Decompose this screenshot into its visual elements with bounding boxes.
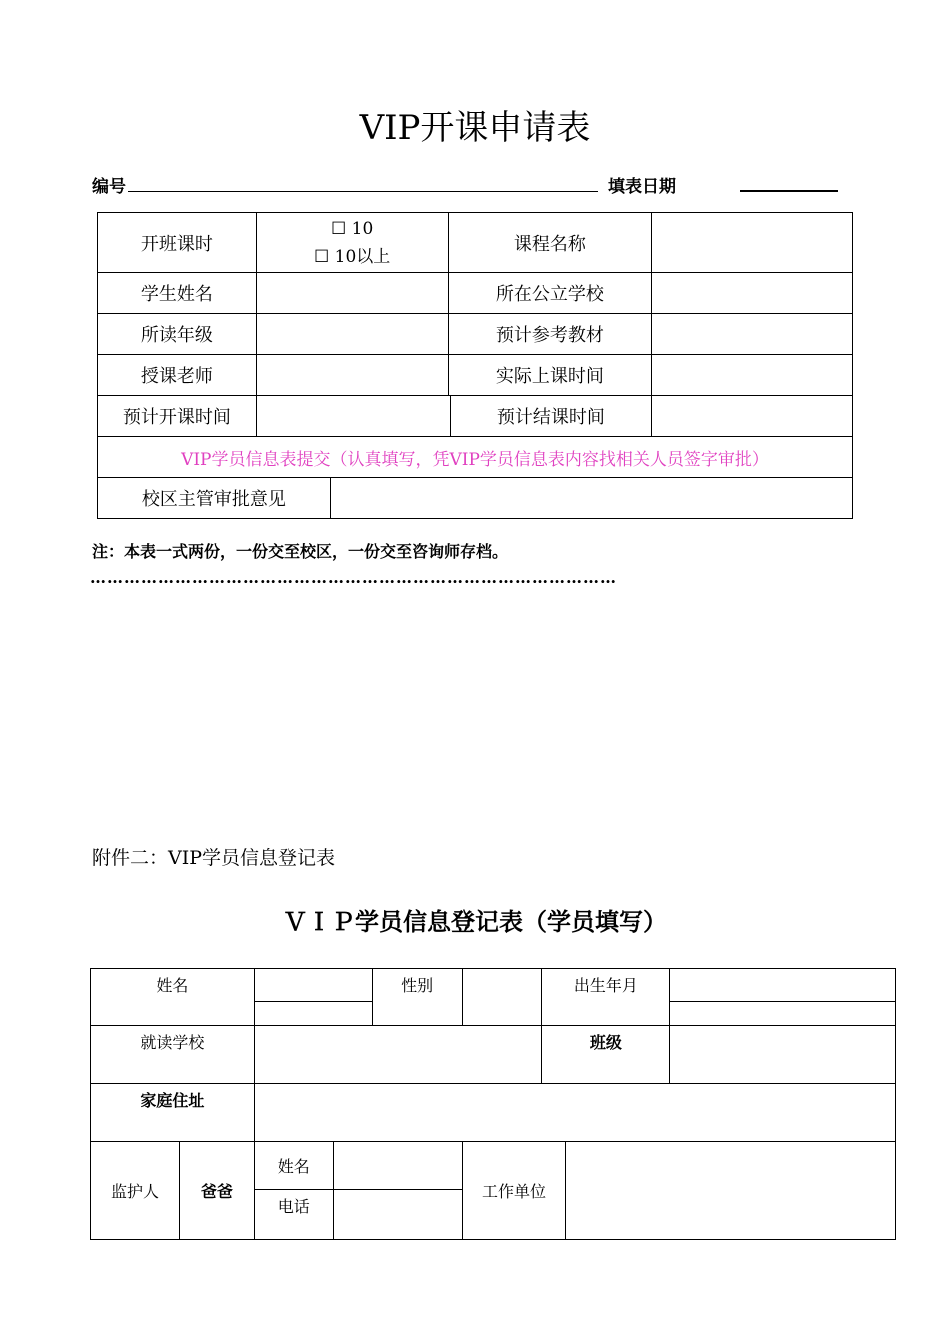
birth-field[interactable] <box>670 969 896 1002</box>
submission-notice: VIP学员信息表提交（认真填写，凭VIP学员信息表内容找相关人员签字审批） <box>98 437 853 478</box>
number-field[interactable] <box>128 191 598 192</box>
class-field[interactable] <box>670 1026 896 1084</box>
teacher-label: 授课老师 <box>98 355 257 396</box>
father-label: 爸爸 <box>179 1142 254 1240</box>
option-10-checkbox[interactable]: ☐ 10 <box>331 218 374 239</box>
name-field-2[interactable] <box>254 1002 372 1026</box>
work-label: 工作单位 <box>462 1142 566 1240</box>
address-field[interactable] <box>254 1084 895 1142</box>
guardian-label: 监护人 <box>91 1142 180 1240</box>
student-name-field[interactable] <box>256 273 448 314</box>
start-time-label: 预计开课时间 <box>98 396 257 437</box>
form-note: 注：本表一式两份，一份交至校区，一份交至咨询师存档。 <box>92 542 509 561</box>
date-label: 填表日期 <box>608 177 676 197</box>
approval-label: 校区主管审批意见 <box>98 478 331 519</box>
birth-field-2[interactable] <box>670 1002 896 1026</box>
end-time-field[interactable] <box>652 396 853 437</box>
student-name-label: 学生姓名 <box>98 273 257 314</box>
class-hours-label: 开班课时 <box>98 213 257 273</box>
birth-label: 出生年月 <box>542 969 670 1026</box>
end-time-label: 预计结课时间 <box>450 396 652 437</box>
work-field[interactable] <box>566 1142 896 1240</box>
form-title: VIP开课申请表 <box>359 108 591 148</box>
textbook-label: 预计参考教材 <box>448 314 652 355</box>
attachment-label: 附件二：VIP学员信息登记表 <box>92 847 336 869</box>
registration-table <box>90 968 896 1240</box>
phone-field[interactable] <box>333 1190 462 1240</box>
guardian-name-label: 姓名 <box>254 1142 333 1190</box>
approval-field[interactable] <box>330 478 852 519</box>
class-label: 班级 <box>542 1026 670 1084</box>
date-field[interactable] <box>740 190 838 192</box>
name-label: 姓名 <box>91 969 255 1026</box>
guardian-name-field[interactable] <box>333 1142 462 1190</box>
gender-field[interactable] <box>462 969 542 1026</box>
application-table <box>97 212 853 519</box>
option-10-plus-checkbox[interactable]: ☐ 10以上 <box>314 246 391 267</box>
registration-title: ＶＩＰ学员信息登记表（学员填写） <box>283 908 667 936</box>
address-label: 家庭住址 <box>91 1084 255 1142</box>
textbook-field[interactable] <box>652 314 853 355</box>
actual-time-label: 实际上课时间 <box>448 355 652 396</box>
course-name-field[interactable] <box>652 213 853 273</box>
public-school-label: 所在公立学校 <box>448 273 652 314</box>
course-name-label: 课程名称 <box>448 213 652 273</box>
cut-line-divider: ………………………………………………………………………………… <box>90 568 617 587</box>
school-field[interactable] <box>254 1026 542 1084</box>
name-field[interactable] <box>254 969 372 1002</box>
teacher-field[interactable] <box>256 355 448 396</box>
start-time-field[interactable] <box>256 396 450 437</box>
number-label: 编号 <box>92 177 126 197</box>
school-label: 就读学校 <box>91 1026 255 1084</box>
gender-label: 性别 <box>372 969 462 1026</box>
grade-label: 所读年级 <box>98 314 257 355</box>
class-hours-options[interactable] <box>256 213 448 273</box>
actual-time-field[interactable] <box>652 355 853 396</box>
public-school-field[interactable] <box>652 273 853 314</box>
grade-field[interactable] <box>256 314 448 355</box>
phone-label: 电话 <box>254 1190 333 1240</box>
